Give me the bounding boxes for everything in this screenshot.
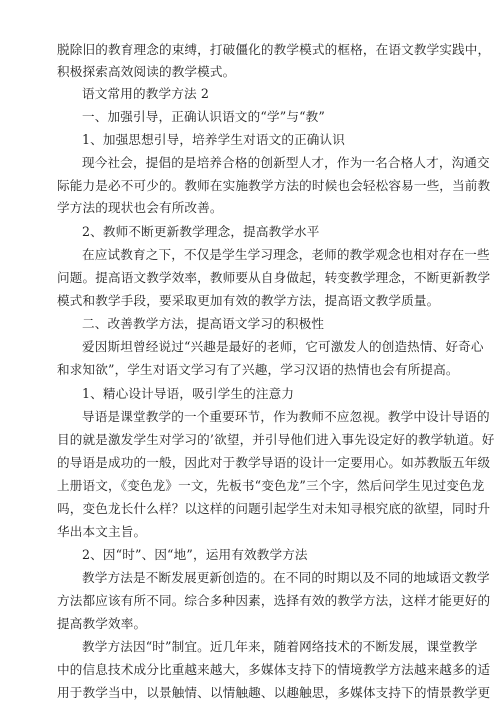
text-line: 的导语是成功的一般，因此对于教学导语的设计一定要用心。如苏教版五年级 bbox=[57, 455, 491, 470]
heading-1-1: 1、加强思想引导，培养学生对语文的正确认识 bbox=[82, 132, 346, 147]
text-line: 和求知欲”，学生对语文学习有了兴趣，学习汉语的热情也会有所提高。 bbox=[57, 362, 459, 377]
text-line: 上册语文，《变色龙》一文，先板书“变色龙”三个字，然后问学生见过变色龙 bbox=[57, 478, 485, 493]
text-line: 用于教学当中，以景触情、以情触趣、以趣触思，多媒体支持下的情景教学更 bbox=[57, 685, 491, 700]
section-title: 语文常用的教学方法 2 bbox=[82, 86, 210, 101]
text-line: 华出本文主旨。 bbox=[57, 524, 147, 539]
text-line: 导语是课堂教学的一个重要环节，作为教师不应忽视。教学中设计导语的 bbox=[82, 409, 490, 424]
heading-2-2: 2、因“时”、因“地”，运用有效教学方法 bbox=[82, 547, 308, 562]
text-line: 教学方法因“时”制宜。近几年来，随着网络技术的不断发展，课堂教学 bbox=[82, 639, 478, 654]
text-line: 方法都应该有所不同。综合多种因素，选择有效的教学方法，这样才能更好的 bbox=[57, 593, 491, 608]
text-line: 中的信息技术成分比重越来越大，多媒体支持下的情境教学方法越来越多的适 bbox=[57, 662, 491, 677]
text-line: 学方法的现状也会有所改善。 bbox=[57, 200, 223, 215]
text-line: 吗，变色龙长什么样？以这样的问题引起学生对未知寻根究底的欲望，同时升 bbox=[57, 501, 491, 516]
text-line: 模式和教学手段，要采取更加有效的教学方法，提高语文教学质量。 bbox=[57, 293, 440, 308]
text-line: 际能力是必不可少的。教师在实施教学方法的时候也会轻松容易一些，当前教 bbox=[57, 178, 491, 193]
text-line: 提高教学效率。 bbox=[57, 616, 147, 631]
text-line: 爱因斯坦曾经说过“兴趣是最好的老师，它可激发人的创造热情、好奇心 bbox=[82, 339, 484, 354]
text-line: 积极探索高效阅读的教学模式。 bbox=[57, 64, 236, 79]
text-line: 脱除旧的教育理念的束缚，打破僵化的教学模式的框格，在语文教学实践中， bbox=[57, 42, 491, 57]
heading-1: 一、加强引导，正确认识语文的“学”与“教” bbox=[82, 109, 325, 124]
text-line: 教学方法是不断发展更新创造的。在不同的时期以及不同的地域语文教学 bbox=[82, 570, 490, 585]
text-line: 现今社会，提倡的是培养合格的创新型人才，作为一名合格人才，沟通交 bbox=[82, 155, 490, 170]
heading-2: 二、改善教学方法，提高语文学习的积极性 bbox=[82, 316, 325, 331]
heading-2-1: 1、精心设计导语，吸引学生的注意力 bbox=[82, 386, 295, 401]
heading-1-2: 2、教师不断更新教学理念，提高教学水平 bbox=[82, 224, 320, 239]
text-line: 在应试教育之下，不仅是学生学习理念，老师的教学观念也相对存在一些 bbox=[82, 247, 490, 262]
text-line: 问题。提高语文教学效率，教师要从自身做起，转变教学理念，不断更新教学 bbox=[57, 270, 491, 285]
text-line: 目的就是激发学生对学习的’欲望，并引导他们进入事先设定好的教学轨道。好 bbox=[57, 432, 495, 447]
